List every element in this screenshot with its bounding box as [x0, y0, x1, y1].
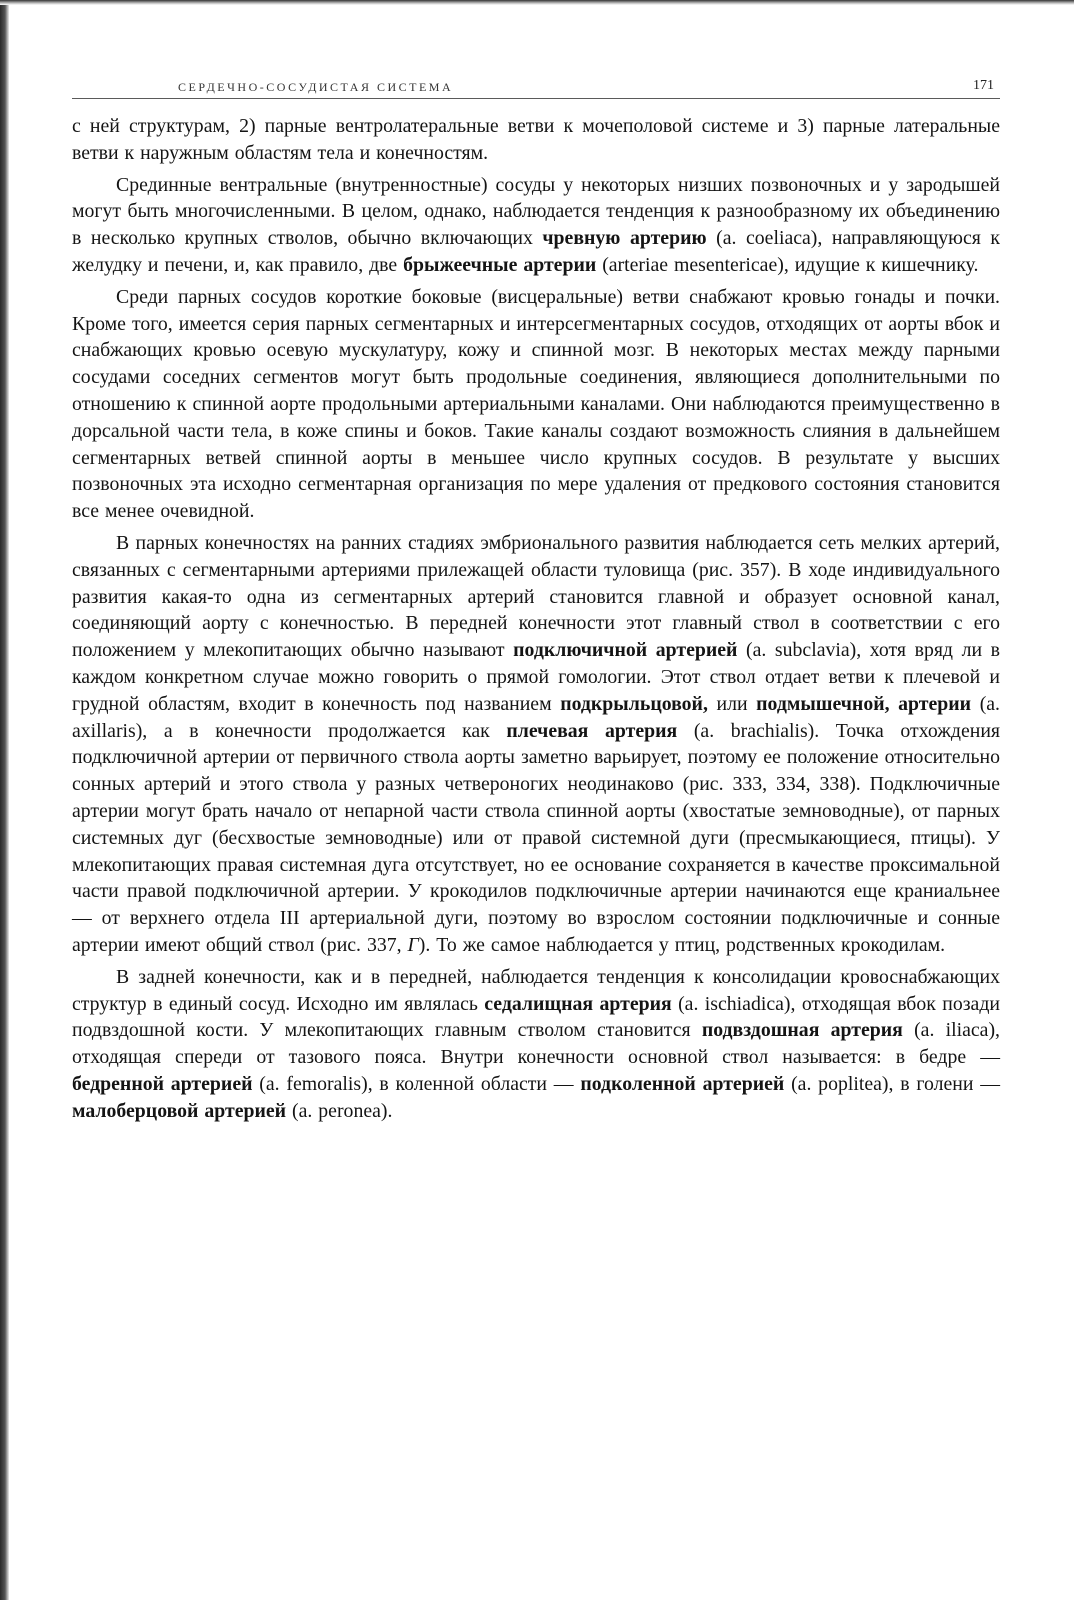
paragraph [72, 113, 1000, 167]
text-run: (a. axillaris), а в конечности продолжается как [72, 692, 1001, 742]
text-run: (a. femoralis), в коленной области — [252, 1072, 581, 1095]
text-run: Среди парных сосудов короткие боковые (висцеральные) ветви снабжают кровью гонады и почки. Кроме того, имеется серия парных сегментарных и интерсегментарных сосудов, отходящих от аорты вбок и снабжающих кровью осевую мускулатуру, кожу и спинной мозг. В некоторых местах между парными сосудами соседних сегментов могут быть продольные соединения, являющиеся дополнительными по отношению к спинной аорте продольными артериальными каналами. Они наблюдаются преимущественно в дорсальной части тела, в коже спины и боков. Такие каналы создают возможность слияния в дальнейшем сегментарных ветвей спинной аорты в меньшее число крупных сосудов. В результате у высших позвоночных эта исходно сегментарная организация по мере удаления от предкового состояния становится все менее очевидной. [72, 285, 1000, 523]
term-bold: седалищная артерия [484, 992, 672, 1015]
text-run: (arteriae mesentericae), идущие к кишечнику. [596, 253, 979, 276]
text-run: В парных конечностях на ранних стадиях эмбрионального развития наблюдается сеть мелких артерий, связанных с сегментарными артериями прилежащей области туловища (рис. 357). В ходе индивидуального развития какая-то одна из сегментарных артерий становится главной и образует основной канал, соединяющий аорту с конечностью. В передней конечности этот главный ствол в соответствии с его положением у млекопитающих обычно называют [72, 531, 1000, 662]
book-page [72, 76, 1000, 1129]
text-run: с ней структурам, 2) парные вентролатеральные ветви к мочеполовой системе и 3) парные латеральные ветви к наружным областям тела и конечностям. [72, 115, 1000, 164]
text-run: (a. ischiadica), отходящая вбок позади подвздошной кости. У млекопитающих главным стволом становится [72, 992, 1000, 1042]
text-run: (a. coeliaca), направляющуюся к желудку и печени, и, как правило, две [72, 227, 1000, 276]
text-italic: Г [407, 933, 419, 956]
term-bold: бедренной артерией [72, 1072, 253, 1095]
scan-edge-left [0, 0, 9, 1600]
term-bold: подколенной артерией [580, 1072, 785, 1095]
scan-edge-top [0, 0, 1074, 5]
text-run: В задней конечности, как и в передней, наблюдается тенденция к консолидации кровоснабжающих структур в единый сосуд. Исходно им являлась [72, 965, 1000, 1015]
running-head [72, 76, 1000, 99]
page-number: 171 [973, 78, 994, 93]
text-run: (a. iliaca), отходящая спереди от тазового пояса. Внутри конечности основной ствол называется: в бедре — [72, 1019, 1000, 1069]
term-bold: плечевая артерия [506, 719, 678, 742]
text-run: (a. brachialis). Точка отхождения подключичной артерии от первичного ствола аорты заметно варьирует, поэтому ее положение относительно сонных артерий и этого ствола у разных четвероногих неодинаково (рис. 333, 334, 338). Подключичные артерии могут брать начало от непарной части ствола спинной аорты (хвостатые земноводные), от парных системных дуг (бесхвостые земноводные) или от правой системной дуги (пресмыкающиеся, птицы). У млекопитающих правая системная дуга отсутствует, но ее основание сохраняется в качестве проксимальной части правой подключичной артерии. У крокодилов подключичные артерии начинаются еще краниальнее — от верхнего отдела III артериальной дуги, поэтому во взрослом состоянии подключичные и сонные артерии имеют общий ствол (рис. 337, [72, 719, 1001, 956]
paragraph [72, 284, 1000, 525]
term-bold: чревную артерию [542, 227, 707, 250]
term-bold: подключичной артерией [513, 639, 738, 662]
paragraph [72, 530, 1000, 959]
text-run: Срединные вентральные (внутренностные) сосуды у некоторых низших позвоночных и у зародышей могут быть многочисленными. В целом, однако, наблюдается тенденция к разнообразному их объединению в несколько крупных стволов, обычно включающих [72, 173, 1000, 250]
text-run: (a. poplitea), в голени — [784, 1072, 1000, 1095]
paragraph [72, 964, 1000, 1125]
term-bold: подвздошная артерия [701, 1019, 903, 1042]
text-run: или [707, 692, 757, 715]
body-text [72, 113, 1000, 1124]
term-bold: подкрыльцовой, [560, 692, 708, 715]
text-run: (a. subclavia), хотя вряд ли в каждом конкретном случае можно говорить о прямой гомологии. Этот ствол отдает ветви к плечевой и грудной областям, входит в конечность под названием [72, 639, 1000, 715]
term-bold: малоберцовой артерией [72, 1099, 287, 1122]
term-bold: подмышечной, артерии [756, 692, 972, 715]
text-run: (a. peronea). [286, 1099, 393, 1122]
running-title: СЕРДЕЧНО-СОСУДИСТАЯ СИСТЕМА [178, 80, 454, 94]
term-bold: брыжеечные артерии [403, 253, 597, 276]
text-run: ). То же самое наблюдается у птиц, родственных крокодилам. [418, 933, 946, 956]
paragraph [72, 172, 1000, 279]
